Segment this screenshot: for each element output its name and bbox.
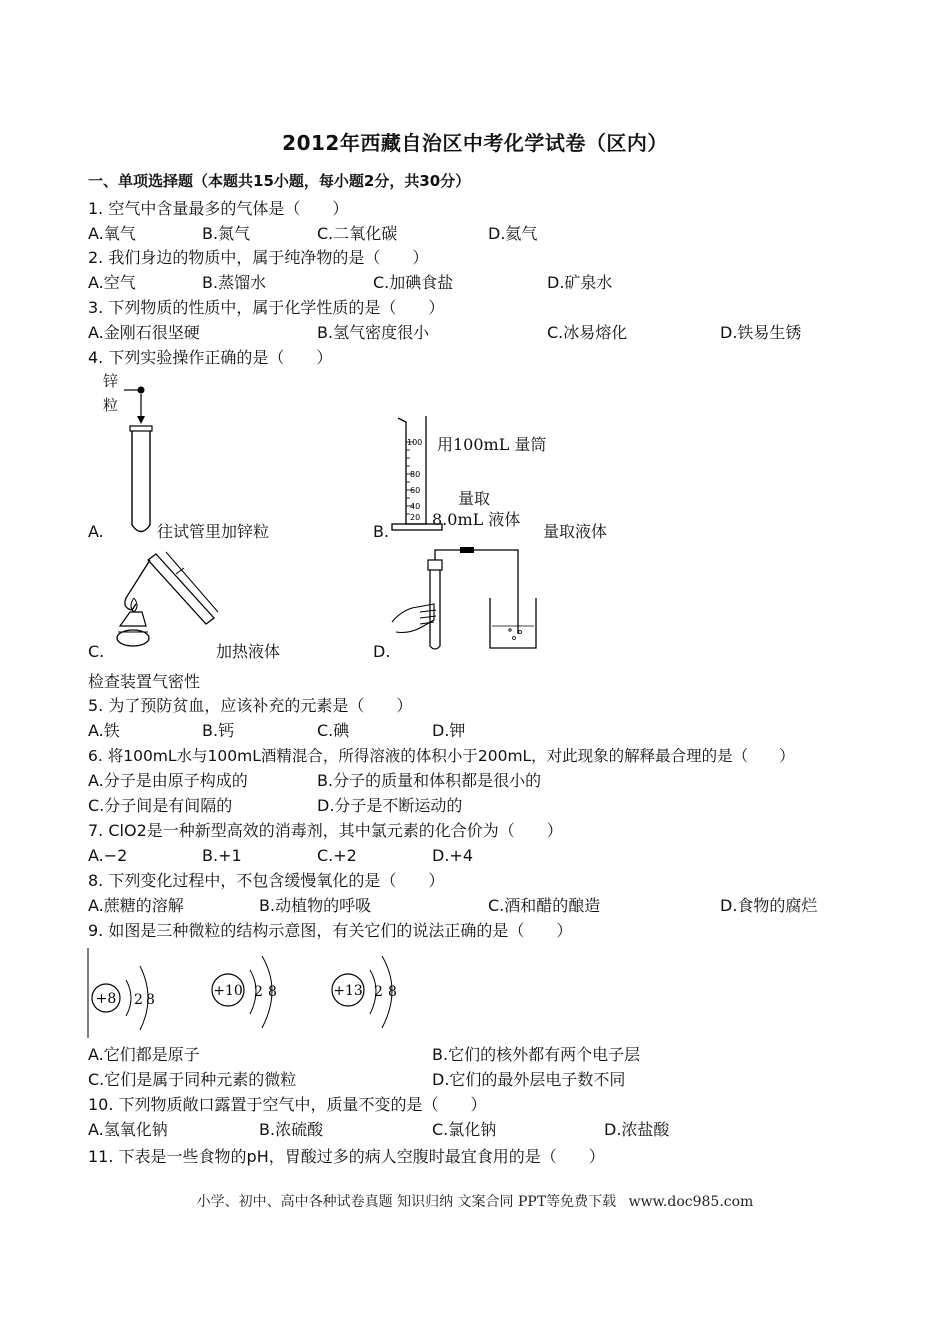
question-4-option-c-text: 加热液体: [216, 642, 281, 661]
question-6-option-b: B.分子的质量和体积都是很小的: [317, 771, 542, 790]
page-footer: [0, 1191, 950, 1211]
question-6-option-a: A.分子是由原子构成的: [88, 771, 248, 790]
question-2-option-d: D.矿泉水: [547, 273, 613, 292]
question-9-option-d: D.它们的最外层电子数不同: [432, 1070, 626, 1089]
atom-3-shell-1: 2: [374, 984, 383, 1000]
question-6-stem: 6. 将100mL水与100mL酒精混合，所得溶液的体积小于200mL，对此现象的解释最合理的是（ ）: [88, 747, 795, 765]
zinc-label-2: 粒: [103, 396, 119, 414]
question-1-option-b: B.氮气: [202, 224, 251, 243]
atom-2-shell-2: 8: [268, 984, 277, 1000]
test-tube-zinc-figure: [120, 380, 160, 540]
question-4-option-d-text: 检查装置气密性: [88, 672, 201, 691]
question-10-option-d: D.浓盐酸: [604, 1120, 670, 1139]
question-5-option-c: C.碘: [317, 721, 350, 740]
question-7-option-d: D.+4: [432, 846, 473, 865]
question-9-option-c: C.它们是属于同种元素的微粒: [88, 1070, 297, 1089]
page-title: 2012年西藏自治区中考化学试卷（区内）: [282, 131, 668, 155]
heating-liquid-figure: [106, 548, 226, 652]
question-3-option-a: A.金刚石很坚硬: [88, 323, 200, 342]
question-1-stem: 1. 空气中含量最多的气体是（ ）: [88, 199, 349, 218]
question-10-option-a: A.氢氧化钠: [88, 1120, 168, 1139]
footer-url[interactable]: www.doc985.com: [628, 1194, 754, 1210]
question-8-stem: 8. 下列变化过程中，不包含缓慢氧化的是（ ）: [88, 871, 445, 890]
footer-text: 小学、初中、高中各种试卷真题 知识归纳 文案合同 PPT等免费下载: [196, 1194, 617, 1210]
atom-2-shell-1: 2: [254, 984, 263, 1000]
cylinder-tick-40: 40: [410, 502, 421, 511]
question-4-option-d-letter: D.: [373, 642, 391, 661]
question-4-option-a-letter: A.: [88, 522, 104, 541]
question-5-stem: 5. 为了预防贫血，应该补充的元素是（ ）: [88, 696, 413, 715]
question-1-option-d: D.氦气: [488, 224, 538, 243]
zinc-label-1: 锌: [103, 372, 119, 390]
question-7-option-b: B.+1: [202, 846, 242, 865]
cylinder-caption-3: 8.0mL 液体: [432, 510, 521, 529]
question-10-option-b: B.浓硫酸: [259, 1120, 324, 1139]
question-9-option-a: A.它们都是原子: [88, 1045, 200, 1064]
question-4-stem: 4. 下列实验操作正确的是（ ）: [88, 348, 333, 367]
atom-3-shell-2: 8: [388, 984, 397, 1000]
question-6-option-c: C.分子间是有间隔的: [88, 796, 233, 815]
atom-3-nucleus: +13: [333, 983, 363, 999]
cylinder-caption-2: 量取: [458, 489, 491, 508]
question-8-option-c: C.酒和醋的酿造: [488, 896, 601, 915]
question-10-stem: 10. 下列物质敞口露置于空气中，质量不变的是（ ）: [88, 1095, 487, 1114]
question-6-option-d: D.分子是不断运动的: [317, 796, 463, 815]
question-10-option-c: C.氯化钠: [432, 1120, 497, 1139]
question-7-option-c: C.+2: [317, 846, 357, 865]
question-4-option-b-letter: B.: [373, 522, 390, 541]
question-4-option-a-text: 往试管里加锌粒: [157, 522, 270, 541]
question-5-option-b: B.钙: [202, 721, 235, 740]
question-11-stem: 11. 下表是一些食物的pH，胃酸过多的病人空腹时最宜食用的是（ ）: [88, 1147, 605, 1166]
question-5-option-a: A.铁: [88, 721, 120, 740]
cylinder-tick-60: 60: [410, 486, 421, 495]
question-3-option-b: B.氢气密度很小: [317, 323, 430, 342]
question-8-option-b: B.动植物的呼吸: [259, 896, 372, 915]
question-7-option-a: A.−2: [88, 846, 128, 865]
cylinder-tick-20: 20: [410, 513, 421, 522]
question-7-stem: 7. ClO2是一种新型高效的消毒剂，其中氯元素的化合价为（ ）: [88, 821, 563, 840]
question-4-option-c-letter: C.: [88, 642, 105, 661]
question-5-option-d: D.钾: [432, 721, 466, 740]
atom-1-nucleus: +8: [95, 991, 117, 1007]
question-8-option-d: D.食物的腐烂: [720, 896, 818, 915]
question-3-option-c: C.冰易熔化: [547, 323, 628, 342]
question-3-stem: 3. 下列物质的性质中，属于化学性质的是（ ）: [88, 298, 445, 317]
atom-structure-figure: [86, 944, 416, 1040]
atom-1-shell-2: 8: [146, 992, 155, 1008]
question-3-option-d: D.铁易生锈: [720, 323, 802, 342]
atom-1-shell-1: 2: [134, 992, 143, 1008]
question-4-option-b-text: 量取液体: [543, 522, 608, 541]
cylinder-tick-80: 80: [410, 470, 421, 479]
cylinder-tick-100: 100: [407, 438, 423, 447]
question-2-option-b: B.蒸馏水: [202, 273, 267, 292]
atom-2-nucleus: +10: [213, 983, 243, 999]
section-heading: 一、单项选择题（本题共15小题，每小题2分，共30分）: [88, 172, 471, 190]
question-2-stem: 2. 我们身边的物质中，属于纯净物的是（ ）: [88, 248, 429, 267]
question-9-stem: 9. 如图是三种微粒的结构示意图，有关它们的说法正确的是（ ）: [88, 921, 573, 940]
question-8-option-a: A.蔗糖的溶解: [88, 896, 184, 915]
question-2-option-a: A.空气: [88, 273, 136, 292]
question-1-option-c: C.二氧化碳: [317, 224, 398, 243]
airtightness-check-figure: [390, 542, 540, 654]
question-2-option-c: C.加碘食盐: [373, 273, 454, 292]
question-9-option-b: B.它们的核外都有两个电子层: [432, 1045, 641, 1064]
question-1-option-a: A.氧气: [88, 224, 136, 243]
cylinder-caption-1: 用100mL 量筒: [437, 435, 547, 454]
